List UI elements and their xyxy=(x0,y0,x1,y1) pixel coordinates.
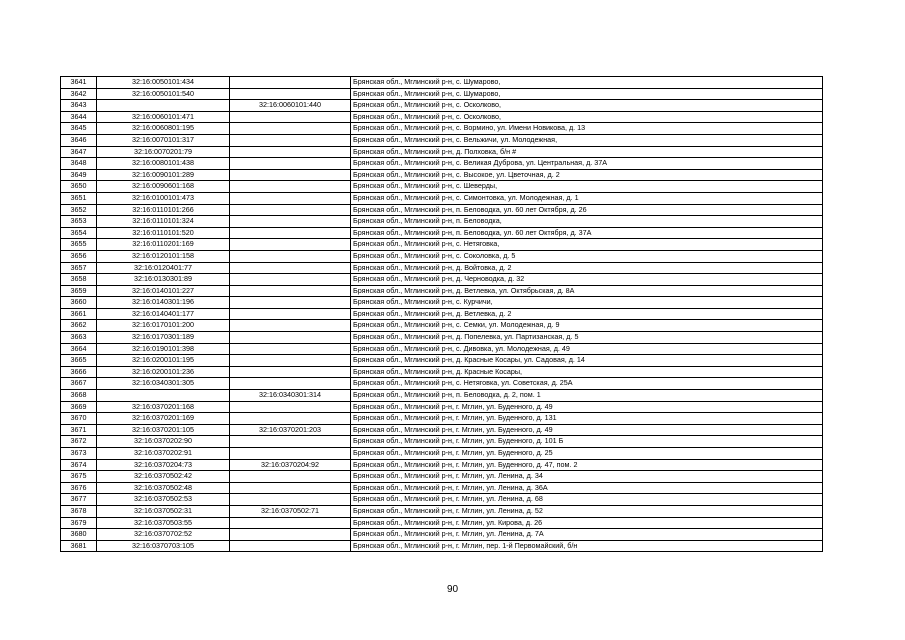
cadastral-number-cell: 32:16:0370201:105 xyxy=(97,424,230,436)
address-cell: Брянская обл., Мглинский р-н, г. Мглин, ул. Ленина, д. 7А xyxy=(351,529,823,541)
table-row xyxy=(61,459,823,471)
address-cell: Брянская обл., Мглинский р-н, с. Курчичи, xyxy=(351,297,823,309)
cadastral-number-cell: 32:16:0370201:169 xyxy=(97,413,230,425)
page-number: 90 xyxy=(446,584,459,595)
address-cell: Брянская обл., Мглинский р-н, п. Беловодка, ул. 60 лет Октября, д. 26 xyxy=(351,204,823,216)
row-number-cell: 3648 xyxy=(61,158,97,170)
address-cell: Брянская обл., Мглинский р-н, с. Высокое, ул. Цветочная, д. 2 xyxy=(351,169,823,181)
cadastral-number-cell: 32:16:0090601:168 xyxy=(97,181,230,193)
table-row xyxy=(61,250,823,262)
cadastral-number-cell: 32:16:0370202:91 xyxy=(97,448,230,460)
row-number-cell: 3680 xyxy=(61,529,97,541)
secondary-cadastral-number-cell xyxy=(230,320,351,332)
row-number-cell: 3668 xyxy=(61,390,97,402)
row-number-cell: 3664 xyxy=(61,343,97,355)
address-cell: Брянская обл., Мглинский р-н, п. Беловодка, д. 2, пом. 1 xyxy=(351,390,823,402)
table-row xyxy=(61,424,823,436)
row-number-cell: 3651 xyxy=(61,192,97,204)
address-cell: Брянская обл., Мглинский р-н, с. Великая Дуброва, ул. Центральная, д. 37А xyxy=(351,158,823,170)
secondary-cadastral-number-cell: 32:16:0370204:92 xyxy=(230,459,351,471)
cadastral-number-cell: 32:16:0370702:52 xyxy=(97,529,230,541)
cadastral-number-cell: 32:16:0120401:77 xyxy=(97,262,230,274)
cadastral-number-cell: 32:16:0370502:31 xyxy=(97,505,230,517)
secondary-cadastral-number-cell xyxy=(230,204,351,216)
row-number-cell: 3678 xyxy=(61,505,97,517)
cadastral-number-cell: 32:16:0050101:540 xyxy=(97,88,230,100)
row-number-cell: 3671 xyxy=(61,424,97,436)
table-row xyxy=(61,216,823,228)
address-cell: Брянская обл., Мглинский р-н, с. Шумарово, xyxy=(351,77,823,89)
secondary-cadastral-number-cell: 32:16:0370201:203 xyxy=(230,424,351,436)
row-number-cell: 3675 xyxy=(61,471,97,483)
cadastral-number-cell: 32:16:0140301:196 xyxy=(97,297,230,309)
secondary-cadastral-number-cell xyxy=(230,227,351,239)
table-row xyxy=(61,77,823,89)
address-cell: Брянская обл., Мглинский р-н, г. Мглин, ул. Буденного, д. 101 Б xyxy=(351,436,823,448)
registry-table-body xyxy=(61,77,823,552)
secondary-cadastral-number-cell xyxy=(230,250,351,262)
cadastral-number-cell: 32:16:0370204:73 xyxy=(97,459,230,471)
secondary-cadastral-number-cell xyxy=(230,308,351,320)
table-row xyxy=(61,517,823,529)
row-number-cell: 3646 xyxy=(61,134,97,146)
table-row xyxy=(61,355,823,367)
address-cell: Брянская обл., Мглинский р-н, с. Вельжичи, ул. Молодежная, xyxy=(351,134,823,146)
row-number-cell: 3653 xyxy=(61,216,97,228)
cadastral-number-cell: 32:16:0060801:195 xyxy=(97,123,230,135)
cadastral-number-cell xyxy=(97,390,230,402)
row-number-cell: 3649 xyxy=(61,169,97,181)
secondary-cadastral-number-cell xyxy=(230,413,351,425)
address-cell: Брянская обл., Мглинский р-н, с. Семки, ул. Молодежная, д. 9 xyxy=(351,320,823,332)
row-number-cell: 3666 xyxy=(61,366,97,378)
cadastral-number-cell: 32:16:0110101:324 xyxy=(97,216,230,228)
secondary-cadastral-number-cell xyxy=(230,274,351,286)
address-cell: Брянская обл., Мглинский р-н, с. Осколково, xyxy=(351,100,823,112)
table-row xyxy=(61,471,823,483)
address-cell: Брянская обл., Мглинский р-н, с. Дивовка, ул. Молодежная, д. 49 xyxy=(351,343,823,355)
table-row xyxy=(61,123,823,135)
secondary-cadastral-number-cell xyxy=(230,436,351,448)
row-number-cell: 3654 xyxy=(61,227,97,239)
address-cell: Брянская обл., Мглинский р-н, д. Ветлевка, д. 2 xyxy=(351,308,823,320)
cadastral-number-cell xyxy=(97,100,230,112)
secondary-cadastral-number-cell xyxy=(230,111,351,123)
cadastral-number-cell: 32:16:0170301:189 xyxy=(97,332,230,344)
secondary-cadastral-number-cell xyxy=(230,529,351,541)
cadastral-number-cell: 32:16:0050101:434 xyxy=(97,77,230,89)
address-cell: Брянская обл., Мглинский р-н, д. Черноводка, д. 32 xyxy=(351,274,823,286)
row-number-cell: 3656 xyxy=(61,250,97,262)
table-row xyxy=(61,366,823,378)
address-cell: Брянская обл., Мглинский р-н, г. Мглин, ул. Ленина, д. 52 xyxy=(351,505,823,517)
address-cell: Брянская обл., Мглинский р-н, д. Красные Косары, xyxy=(351,366,823,378)
address-cell: Брянская обл., Мглинский р-н, г. Мглин, ул. Кирова, д. 26 xyxy=(351,517,823,529)
secondary-cadastral-number-cell xyxy=(230,401,351,413)
row-number-cell: 3641 xyxy=(61,77,97,89)
address-cell: Брянская обл., Мглинский р-н, с. Нетяговка, ул. Советская, д. 25А xyxy=(351,378,823,390)
secondary-cadastral-number-cell: 32:16:0370502:71 xyxy=(230,505,351,517)
secondary-cadastral-number-cell xyxy=(230,192,351,204)
row-number-cell: 3661 xyxy=(61,308,97,320)
table-row xyxy=(61,308,823,320)
secondary-cadastral-number-cell xyxy=(230,88,351,100)
secondary-cadastral-number-cell xyxy=(230,158,351,170)
secondary-cadastral-number-cell xyxy=(230,494,351,506)
address-cell: Брянская обл., Мглинский р-н, с. Нетяговка, xyxy=(351,239,823,251)
secondary-cadastral-number-cell xyxy=(230,378,351,390)
secondary-cadastral-number-cell xyxy=(230,448,351,460)
address-cell: Брянская обл., Мглинский р-н, д. Красные Косары, ул. Садовая, д. 14 xyxy=(351,355,823,367)
row-number-cell: 3669 xyxy=(61,401,97,413)
table-row xyxy=(61,181,823,193)
cadastral-number-cell: 32:16:0370503:55 xyxy=(97,517,230,529)
cadastral-number-cell: 32:16:0070201:79 xyxy=(97,146,230,158)
cadastral-number-cell: 32:16:0070101:317 xyxy=(97,134,230,146)
table-row xyxy=(61,239,823,251)
table-row xyxy=(61,529,823,541)
cadastral-number-cell: 32:16:0090101:289 xyxy=(97,169,230,181)
table-row xyxy=(61,390,823,402)
table-row xyxy=(61,505,823,517)
row-number-cell: 3652 xyxy=(61,204,97,216)
table-row xyxy=(61,378,823,390)
secondary-cadastral-number-cell xyxy=(230,355,351,367)
row-number-cell: 3658 xyxy=(61,274,97,286)
secondary-cadastral-number-cell xyxy=(230,239,351,251)
row-number-cell: 3672 xyxy=(61,436,97,448)
table-row xyxy=(61,274,823,286)
table-row xyxy=(61,332,823,344)
table-row xyxy=(61,227,823,239)
row-number-cell: 3647 xyxy=(61,146,97,158)
row-number-cell: 3676 xyxy=(61,482,97,494)
address-cell: Брянская обл., Мглинский р-н, с. Осколково, xyxy=(351,111,823,123)
address-cell: Брянская обл., Мглинский р-н, г. Мглин, пер. 1-й Первомайский, б/н xyxy=(351,540,823,552)
cadastral-number-cell: 32:16:0130301:89 xyxy=(97,274,230,286)
cadastral-number-cell: 32:16:0110201:169 xyxy=(97,239,230,251)
cadastral-number-cell: 32:16:0140401:177 xyxy=(97,308,230,320)
secondary-cadastral-number-cell xyxy=(230,146,351,158)
table-row xyxy=(61,134,823,146)
table-row xyxy=(61,192,823,204)
row-number-cell: 3657 xyxy=(61,262,97,274)
table-row xyxy=(61,540,823,552)
secondary-cadastral-number-cell xyxy=(230,134,351,146)
table-row xyxy=(61,204,823,216)
cadastral-number-cell: 32:16:0340301:305 xyxy=(97,378,230,390)
cadastral-number-cell: 32:16:0140101:227 xyxy=(97,285,230,297)
row-number-cell: 3662 xyxy=(61,320,97,332)
row-number-cell: 3655 xyxy=(61,239,97,251)
address-cell: Брянская обл., Мглинский р-н, п. Беловодка, xyxy=(351,216,823,228)
address-cell: Брянская обл., Мглинский р-н, г. Мглин, ул. Буденного, д. 25 xyxy=(351,448,823,460)
cadastral-number-cell: 32:16:0080101:438 xyxy=(97,158,230,170)
address-cell: Брянская обл., Мглинский р-н, г. Мглин, ул. Буденного, д. 47, пом. 2 xyxy=(351,459,823,471)
address-cell: Брянская обл., Мглинский р-н, д. Попелевка, ул. Партизанская, д. 5 xyxy=(351,332,823,344)
row-number-cell: 3667 xyxy=(61,378,97,390)
row-number-cell: 3665 xyxy=(61,355,97,367)
secondary-cadastral-number-cell xyxy=(230,285,351,297)
cadastral-number-cell: 32:16:0120101:158 xyxy=(97,250,230,262)
table-row xyxy=(61,401,823,413)
cadastral-number-cell: 32:16:0370502:42 xyxy=(97,471,230,483)
row-number-cell: 3643 xyxy=(61,100,97,112)
address-cell: Брянская обл., Мглинский р-н, с. Вормино, ул. Имени Новикова, д. 13 xyxy=(351,123,823,135)
address-cell: Брянская обл., Мглинский р-н, д. Полховка, б/н # xyxy=(351,146,823,158)
row-number-cell: 3673 xyxy=(61,448,97,460)
cadastral-number-cell: 32:16:0100101:473 xyxy=(97,192,230,204)
address-cell: Брянская обл., Мглинский р-н, г. Мглин, ул. Буденного, д. 49 xyxy=(351,424,823,436)
table-row xyxy=(61,111,823,123)
secondary-cadastral-number-cell xyxy=(230,216,351,228)
table-row xyxy=(61,494,823,506)
address-cell: Брянская обл., Мглинский р-н, с. Шумарово, xyxy=(351,88,823,100)
row-number-cell: 3642 xyxy=(61,88,97,100)
secondary-cadastral-number-cell xyxy=(230,343,351,355)
row-number-cell: 3663 xyxy=(61,332,97,344)
table-row xyxy=(61,297,823,309)
secondary-cadastral-number-cell: 32:16:0340301:314 xyxy=(230,390,351,402)
secondary-cadastral-number-cell xyxy=(230,181,351,193)
cadastral-number-cell: 32:16:0370502:48 xyxy=(97,482,230,494)
address-cell: Брянская обл., Мглинский р-н, с. Соколовка, д. 5 xyxy=(351,250,823,262)
table-row xyxy=(61,146,823,158)
cadastral-number-cell: 32:16:0370703:105 xyxy=(97,540,230,552)
secondary-cadastral-number-cell xyxy=(230,123,351,135)
address-cell: Брянская обл., Мглинский р-н, д. Войтовка, д. 2 xyxy=(351,262,823,274)
secondary-cadastral-number-cell xyxy=(230,332,351,344)
table-row xyxy=(61,413,823,425)
secondary-cadastral-number-cell xyxy=(230,169,351,181)
cadastral-number-cell: 32:16:0170101:200 xyxy=(97,320,230,332)
secondary-cadastral-number-cell xyxy=(230,540,351,552)
cadastral-number-cell: 32:16:0060101:471 xyxy=(97,111,230,123)
address-cell: Брянская обл., Мглинский р-н, д. Ветлевка, ул. Октябрьская, д. 8А xyxy=(351,285,823,297)
row-number-cell: 3659 xyxy=(61,285,97,297)
cadastral-number-cell: 32:16:0370502:53 xyxy=(97,494,230,506)
address-cell: Брянская обл., Мглинский р-н, с. Шеверды, xyxy=(351,181,823,193)
table-row xyxy=(61,285,823,297)
row-number-cell: 3670 xyxy=(61,413,97,425)
row-number-cell: 3677 xyxy=(61,494,97,506)
secondary-cadastral-number-cell xyxy=(230,297,351,309)
secondary-cadastral-number-cell xyxy=(230,77,351,89)
row-number-cell: 3644 xyxy=(61,111,97,123)
table-row xyxy=(61,158,823,170)
row-number-cell: 3650 xyxy=(61,181,97,193)
row-number-cell: 3660 xyxy=(61,297,97,309)
table-row xyxy=(61,482,823,494)
address-cell: Брянская обл., Мглинский р-н, г. Мглин, ул. Ленина, д. 36А xyxy=(351,482,823,494)
secondary-cadastral-number-cell xyxy=(230,482,351,494)
table-row xyxy=(61,320,823,332)
cadastral-number-cell: 32:16:0110101:520 xyxy=(97,227,230,239)
address-cell: Брянская обл., Мглинский р-н, г. Мглин, ул. Ленина, д. 34 xyxy=(351,471,823,483)
table-row xyxy=(61,436,823,448)
secondary-cadastral-number-cell xyxy=(230,517,351,529)
secondary-cadastral-number-cell xyxy=(230,262,351,274)
cadastral-number-cell: 32:16:0370201:168 xyxy=(97,401,230,413)
address-cell: Брянская обл., Мглинский р-н, г. Мглин, ул. Буденного, д. 131 xyxy=(351,413,823,425)
address-cell: Брянская обл., Мглинский р-н, п. Беловодка, ул. 60 лет Октября, д. 37А xyxy=(351,227,823,239)
cadastral-number-cell: 32:16:0110101:266 xyxy=(97,204,230,216)
table-row xyxy=(61,448,823,460)
registry-table xyxy=(60,76,823,552)
row-number-cell: 3681 xyxy=(61,540,97,552)
cadastral-number-cell: 32:16:0370202:90 xyxy=(97,436,230,448)
cadastral-number-cell: 32:16:0200101:195 xyxy=(97,355,230,367)
cadastral-number-cell: 32:16:0200101:236 xyxy=(97,366,230,378)
row-number-cell: 3679 xyxy=(61,517,97,529)
address-cell: Брянская обл., Мглинский р-н, г. Мглин, ул. Буденного, д. 49 xyxy=(351,401,823,413)
table-row xyxy=(61,100,823,112)
table-row xyxy=(61,343,823,355)
cadastral-number-cell: 32:16:0190101:398 xyxy=(97,343,230,355)
row-number-cell: 3645 xyxy=(61,123,97,135)
table-row xyxy=(61,169,823,181)
secondary-cadastral-number-cell xyxy=(230,471,351,483)
secondary-cadastral-number-cell: 32:16:0060101:440 xyxy=(230,100,351,112)
address-cell: Брянская обл., Мглинский р-н, с. Симонтовка, ул. Молодежная, д. 1 xyxy=(351,192,823,204)
table-row xyxy=(61,88,823,100)
row-number-cell: 3674 xyxy=(61,459,97,471)
table-row xyxy=(61,262,823,274)
address-cell: Брянская обл., Мглинский р-н, г. Мглин, ул. Ленина, д. 68 xyxy=(351,494,823,506)
secondary-cadastral-number-cell xyxy=(230,366,351,378)
